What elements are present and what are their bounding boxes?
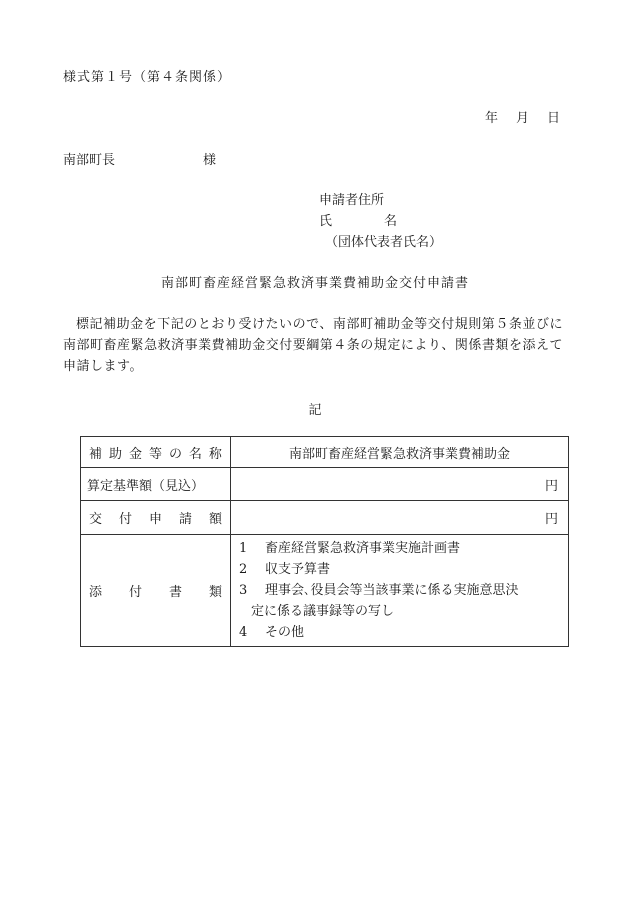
- document-title: 南部町畜産経営緊急救済事業費補助金交付申請書: [160, 276, 469, 291]
- applicant-block: [319, 190, 442, 253]
- date-month: 月: [515, 111, 529, 126]
- attachment-item-continued: 定に係る議事録等の写し: [251, 604, 395, 619]
- attachment-item: 4 その他: [239, 625, 305, 640]
- applicant-name-label-1: 氏: [319, 214, 333, 229]
- attachment-item: 1 畜産経営緊急救済事業実施計画書: [239, 541, 461, 556]
- label-base-amount: 算定基準額（見込）: [81, 468, 231, 501]
- addressee-name: 南部町長: [63, 153, 116, 168]
- value-subsidy-name: 南部町畜産経営緊急救済事業費補助金: [231, 437, 569, 468]
- addressee-honorific: 様: [203, 153, 217, 168]
- attachment-item: 3 理事会､役員会等当該事業に係る実施意思決: [239, 583, 519, 598]
- detail-table: [80, 436, 569, 647]
- table-row-base-amount: [81, 468, 569, 501]
- value-application-amount: 円: [231, 501, 569, 535]
- date-day: 日: [546, 111, 560, 126]
- value-base-amount: 円: [231, 468, 569, 501]
- label-application-amount: 交 付 申 請 額: [81, 501, 231, 535]
- applicant-group-label: （団体代表者氏名）: [325, 235, 443, 250]
- applicant-name-label-2: 名: [384, 214, 398, 229]
- body-paragraph: 標記補助金を下記のとおり受けたいので、南部町補助金等交付規則第５条並びに南部町畜産緊急救済事業費補助金交付要綱第４条の規定により、関係書類を添えて申請します。: [63, 317, 563, 374]
- addressee: [63, 149, 216, 168]
- date-line: [485, 107, 560, 126]
- ki-heading: 記: [308, 403, 322, 418]
- label-attachments: 添 付 書 類: [81, 535, 231, 647]
- date-year: 年: [484, 111, 498, 126]
- table-row-name: [81, 437, 569, 468]
- table-row-application-amount: [81, 501, 569, 535]
- attachments-list: [231, 535, 569, 647]
- applicant-name-row: [319, 211, 442, 232]
- form-number: 様式第１号（第４条関係）: [63, 70, 232, 85]
- applicant-address-label: 申請者住所: [319, 193, 385, 208]
- attachment-item: 2 収支予算書: [239, 562, 331, 577]
- table-row-attachments: [81, 535, 569, 647]
- label-subsidy-name: 補 助 金 等 の 名 称: [81, 437, 231, 468]
